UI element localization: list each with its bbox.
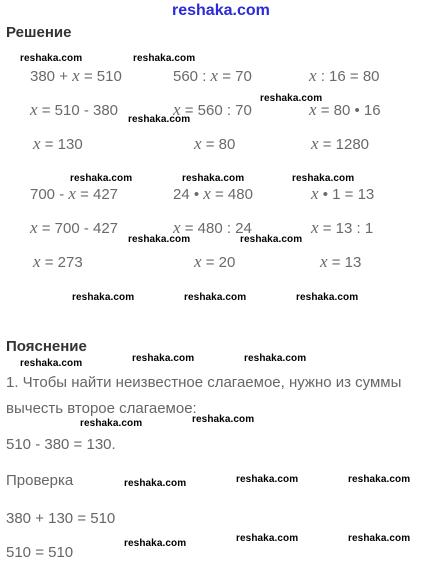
watermark: reshaka.com [192, 414, 255, 425]
equation: 24 • x = 480 [173, 184, 253, 203]
equation: x = 510 - 380 [30, 100, 119, 119]
watermark: reshaka.com [72, 292, 135, 303]
watermark: reshaka.com [133, 53, 196, 64]
site-title[interactable]: reshaka.com [172, 2, 270, 19]
equation: x = 13 [320, 252, 362, 271]
watermark: reshaka.com [80, 418, 143, 429]
watermark: reshaka.com [236, 474, 299, 485]
solution-heading: Решение [6, 24, 72, 41]
equation: x = 80 [194, 134, 236, 153]
equation: x = 560 : 70 [173, 100, 252, 119]
watermark: reshaka.com [236, 533, 299, 544]
equation: x = 700 - 427 [30, 218, 119, 237]
equation: 380 + x = 510 [30, 66, 122, 85]
equation: x = 80 • 16 [309, 100, 381, 119]
equation: x = 13 : 1 [311, 218, 374, 237]
watermark: reshaka.com [292, 173, 355, 184]
watermark: reshaka.com [128, 234, 191, 245]
explanation-line: вычесть второе слагаемое: [6, 400, 197, 417]
watermark: reshaka.com [296, 292, 359, 303]
explanation-line: 380 + 130 = 510 [6, 510, 116, 527]
equation: 560 : x = 70 [173, 66, 252, 85]
explanation-line: 510 - 380 = 130. [6, 436, 116, 453]
watermark: reshaka.com [260, 93, 323, 104]
equation: 700 - x = 427 [30, 184, 119, 203]
equation: x = 130 [33, 134, 83, 153]
watermark: reshaka.com [20, 53, 83, 64]
watermark: reshaka.com [348, 474, 411, 485]
watermark: reshaka.com [244, 353, 307, 364]
watermark: reshaka.com [20, 358, 83, 369]
equation: x = 20 [194, 252, 236, 271]
watermark: reshaka.com [124, 478, 187, 489]
watermark: reshaka.com [70, 173, 133, 184]
equation: x = 1280 [311, 134, 370, 153]
watermark: reshaka.com [182, 173, 245, 184]
explanation-heading: Пояснение [6, 338, 87, 355]
equation: x = 273 [33, 252, 83, 271]
watermark: reshaka.com [184, 292, 247, 303]
watermark: reshaka.com [128, 114, 191, 125]
watermark: reshaka.com [348, 533, 411, 544]
equation: x • 1 = 13 [311, 184, 375, 203]
equation: x = 480 : 24 [173, 218, 252, 237]
watermark: reshaka.com [124, 538, 187, 549]
explanation-line: 1. Чтобы найти неизвестное слагаемое, нужно из суммы [6, 374, 402, 391]
explanation-line: 510 = 510 [6, 544, 74, 561]
equation: x : 16 = 80 [309, 66, 380, 85]
watermark: reshaka.com [132, 353, 195, 364]
watermark: reshaka.com [240, 234, 303, 245]
check-label: Проверка [6, 472, 74, 489]
